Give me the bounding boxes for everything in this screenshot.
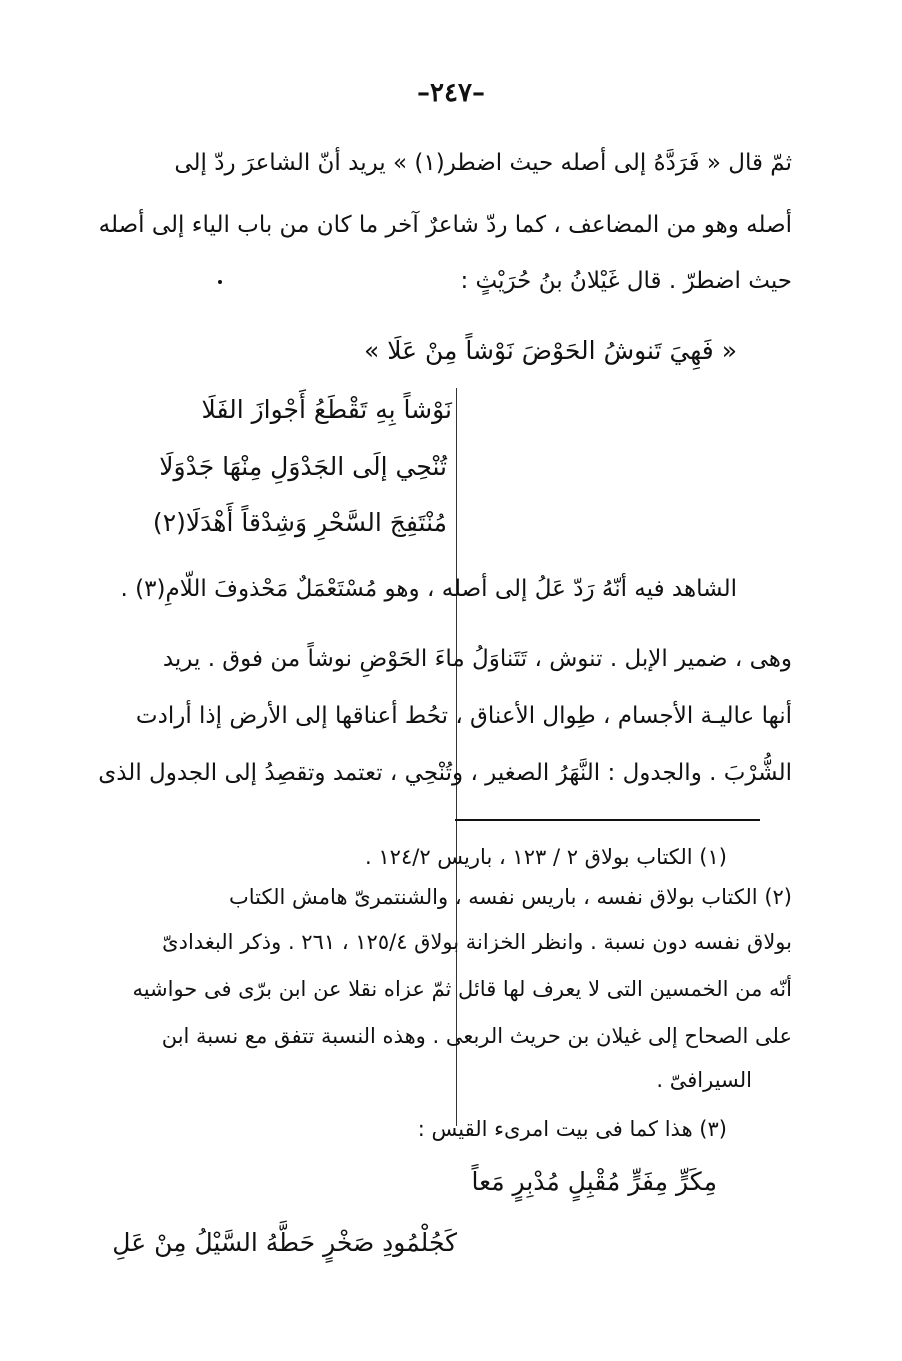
main-text-line-6: أنها عاليـة الأجسام ، طِوال الأعناق ، تحُط أعناقها إلى الأرض إذا أرادت	[135, 703, 792, 729]
footnote-2-line-5: السيرافىّ .	[656, 1068, 752, 1092]
footnote-2-line-3: أنّه من الخمسين التى لا يعرف لها قائل ثمّ عزاه نقلا عن ابن برّى فى حواشيه	[132, 977, 792, 1001]
footnote-2-line-4: على الصحاح إلى غيلان بن حريث الربعى . وهذه النسبة تتفق مع نسبة ابن	[161, 1024, 792, 1048]
footnote-2-line-2: بولاق نفسه دون نسبة . وانظر الخزانة بولاق ١٢٥/٤ ، ٢٦١ . وذكر البغدادىّ	[162, 930, 792, 954]
page-number: –٢٤٧–	[417, 78, 485, 108]
verse-line-3: تُنْحِي إلَى الجَدْوَلِ مِنْهَا جَدْوَلَا	[159, 452, 447, 481]
footnote-verse-line-2: كَجُلْمُودِ صَخْرٍ حَطَّهُ السَّيْلُ مِنْ عَلِ	[112, 1228, 457, 1257]
main-text-line-5: وهى ، ضمير الإبل . تنوش ، تَتَناوَلُ ماءَ الحَوْضِ نوشاً من فوق . يريد	[162, 646, 792, 672]
main-text-line-4: الشاهد فيه أنّهُ رَدّ عَلُ إلى أصله ، وهو مُسْتَعْمَلٌ مَحْذوفَ اللّامِ(٣) .	[120, 576, 737, 602]
footnote-2-line-1: (٢) الكتاب بولاق نفسه ، باريس نفسه ، والشنتمرىّ هامش الكتاب	[229, 885, 792, 909]
verse-line-2: نَوْشاً بِهِ تَقْطَعُ أَجْوازَ الفَلَا	[201, 395, 452, 424]
verse-line-4: مُنْتَفِجَ السَّحْرِ وَشِدْقاً أَهْدَلَا(٢)	[152, 508, 447, 537]
main-text-line-7: الشُّرْبَ . والجدول : النَّهَرُ الصغير ، وتُنْحِي ، تعتمد وتقصِدُ إلى الجدول الذى	[98, 760, 792, 786]
main-text-line-2: أصله وهو من المضاعف ، كما ردّ شاعرٌ آخر ما كان من باب الياء إلى أصله	[98, 212, 792, 238]
footnote-verse-line-1: مِكَرٍّ مِفَرٍّ مُقْبِلٍ مُدْبِرٍ مَعاً	[471, 1167, 717, 1196]
footnote-separator	[455, 819, 760, 821]
main-text-line-1: ثمّ قال « فَرَدَّهُ إلى أصله حيث اضطر(١) » يريد أنّ الشاعرَ ردّ إلى	[174, 150, 792, 176]
page-fold-line	[456, 388, 457, 1126]
footnote-3: (٣) هذا كما فى بيت امرىء القيس :	[417, 1117, 727, 1141]
main-text-line-3: حيث اضطرّ . قال غَيْلانُ بنُ حُرَيْثٍ :	[460, 268, 792, 294]
footnote-1: (١) الكتاب بولاق ٢ / ١٢٣ ، باريس ١٢٤/٢ .	[365, 845, 727, 869]
ink-dot	[218, 280, 222, 284]
verse-line-1: « فَهِيَ تَنوشُ الحَوْضَ نَوْشاً مِنْ عَلَا »	[364, 336, 737, 365]
